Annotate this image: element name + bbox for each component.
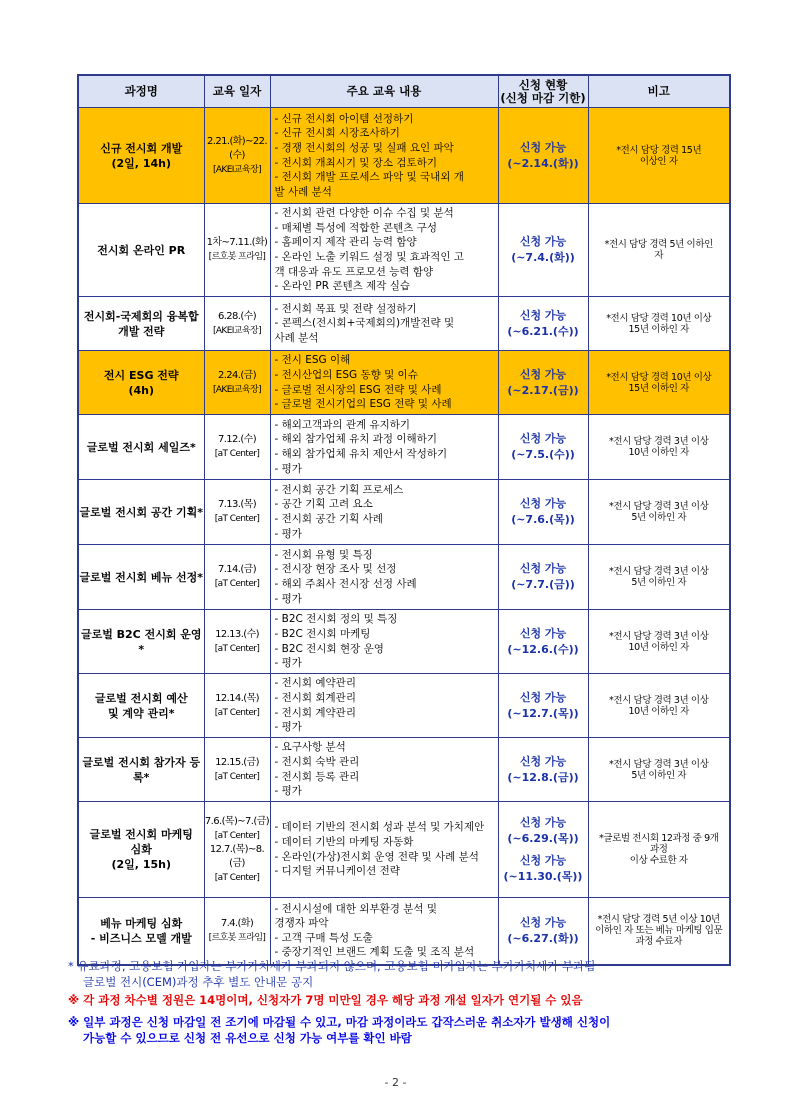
- deadline-warning-line2: 가능할 수 있으므로 신청 전 유선으로 신청 가능 여부를 확인 바람: [83, 1031, 412, 1045]
- course-content-line: - 전시회 개최시기 및 장소 검토하기: [274, 156, 437, 169]
- course-name-cell: [78, 480, 204, 545]
- course-name-line: 심화: [130, 843, 152, 856]
- course-content-line: - 전시회 예약관리: [274, 677, 356, 690]
- application-status-cell: [498, 415, 588, 480]
- table-row: [78, 802, 730, 898]
- course-note-line: *전시 담당 경력 3년 이상: [609, 436, 709, 447]
- course-content-line: - 데이터 기반의 전시회 성과 분석 및 가치제안: [274, 821, 485, 834]
- course-note-cell: [588, 674, 730, 738]
- course-note-cell: [588, 898, 730, 965]
- application-status-line: 신청 가능: [519, 497, 567, 510]
- course-date-line: 12.7.(목)~8.(금): [209, 843, 265, 869]
- table-header-row: [78, 75, 730, 108]
- course-content-line: 객 대응과 유도 프로모션 능력 함양: [274, 265, 434, 278]
- course-content-line: - 글로벌 전시기업의 ESG 전략 및 사례: [274, 398, 452, 411]
- course-date-line: 12.14.(목): [215, 692, 259, 704]
- course-date-cell: [204, 898, 270, 965]
- application-status-line: 신청 가능: [519, 853, 567, 867]
- course-date-line: [aT Center]: [214, 579, 260, 589]
- application-status-line: (~2.14.(화)): [507, 156, 579, 170]
- course-note-line: *전시 담당 경력 3년 이상: [609, 501, 709, 512]
- course-content-line: - 해외 참가업체 유치 과정 이해하기: [274, 433, 437, 446]
- course-content-line: - 매체별 특성에 적합한 콘텐츠 구성: [274, 221, 437, 234]
- application-status-cell: [498, 204, 588, 297]
- table-row: [78, 610, 730, 674]
- application-status-cell: [498, 351, 588, 415]
- application-status-line: 신청 가능: [519, 140, 567, 154]
- course-name-line: 글로벌 전시회 베뉴 선정*: [79, 570, 203, 584]
- course-name-cell: [78, 415, 204, 480]
- deadline-warning-line1: ※ 일부 과정은 신청 마감일 전 조기에 마감될 수 있고, 마감 과정이라도 갑작스러운 취소자가 발생해 신청이: [68, 1015, 611, 1029]
- course-content-line: - 글로벌 전시장의 ESG 전략 및 사례: [274, 383, 442, 396]
- course-date-line: [aT Center]: [214, 707, 260, 718]
- course-date-line: [aT Center]: [214, 449, 260, 459]
- course-name-line: (2일, 15h): [111, 858, 171, 871]
- course-date-line: 7.12.(수): [217, 434, 257, 445]
- course-note-line: *전시 담당 경력 10년 이상: [606, 312, 712, 324]
- course-note-line: *전시 담당 경력 5년 이하인: [604, 239, 713, 250]
- course-content-line: - 평가: [274, 721, 302, 734]
- course-note-line: 10년 이하인 자: [628, 447, 689, 458]
- application-status-line: (~12.7.(목)): [507, 706, 579, 720]
- course-content-line: - 해외 참가업체 유치 제안서 작성하기: [274, 448, 448, 460]
- course-name-line: 전시회-국제회의 융복합: [83, 309, 199, 323]
- course-date-line: 2.21.(화)~22.(수): [207, 135, 267, 161]
- course-date-cell: [204, 610, 270, 674]
- course-content-line: - B2C 전시회 마케팅: [274, 627, 371, 640]
- application-status-line: 신청 가능: [519, 754, 567, 768]
- course-content-line: - 경쟁 전시회의 성공 및 실패 요인 파악: [274, 141, 454, 154]
- course-content-line: - 전시회 공간 기획 프로세스: [274, 483, 404, 496]
- course-name-line: 글로벌 전시회 공간 기획*: [79, 505, 203, 519]
- course-date-cell: [204, 738, 270, 802]
- course-content-line: - 온라인 PR 콘텐츠 제작 실습: [274, 280, 411, 293]
- course-content-line: - 평가: [274, 785, 302, 798]
- application-status-line: 신청 가능: [519, 815, 567, 829]
- course-content-line: 사례 분석: [274, 331, 319, 344]
- application-status-line: (~7.7.(금)): [511, 578, 575, 591]
- application-status-line: (~7.5.(수)): [511, 448, 575, 461]
- course-note-cell: [588, 802, 730, 898]
- course-content-line: - 전시회 계약관리: [274, 706, 356, 719]
- course-content-line: - 전시장 현장 조사 및 선정: [274, 563, 397, 576]
- header-date: 교육 일자: [204, 75, 270, 108]
- course-name-cell: [78, 610, 204, 674]
- header-note: 비고: [588, 75, 730, 108]
- header-status-line2: (신청 마감 기한): [500, 90, 586, 105]
- course-name-line: 글로벌 전시회 세일즈*: [86, 440, 196, 454]
- course-date-line: [aT Center]: [214, 771, 260, 782]
- course-content-line: - 전시회 관련 다양한 이슈 수집 및 분석: [274, 207, 454, 220]
- course-content-line: - 고객 구매 특성 도출: [274, 931, 373, 944]
- application-status-line: (~12.6.(수)): [507, 642, 579, 656]
- course-content-line: - 전시산업의 ESG 동향 및 이슈: [274, 368, 418, 381]
- application-status-line: 신청 가능: [519, 626, 567, 640]
- course-note-cell: [588, 738, 730, 802]
- course-note-line: 이상인 자: [639, 155, 678, 167]
- application-status-line: (~6.21.(수)): [507, 324, 579, 338]
- course-note-line: 5년 이하인 자: [631, 512, 687, 523]
- application-status-cell: [498, 738, 588, 802]
- application-status-line: (~7.4.(화)): [511, 251, 575, 264]
- course-content-line: - 전시회 회계관리: [274, 691, 356, 704]
- course-name-line: 신규 전시회 개발: [100, 141, 183, 155]
- course-note-line: *글로벌 전시회 12과정 중 9개 과정: [598, 833, 719, 855]
- course-content-line: - 전시회 숙박 관리: [274, 755, 360, 768]
- course-name-line: 전시회 온라인 PR: [97, 243, 186, 257]
- vat-note: [68, 958, 748, 990]
- table-row: [78, 898, 730, 965]
- course-content-line: - 공간 기획 고려 요소: [274, 498, 373, 511]
- course-content-cell: [270, 738, 498, 802]
- table-row: [78, 545, 730, 610]
- header-content: 주요 교육 내용: [270, 75, 498, 108]
- course-date-line: 12.13.(수): [215, 628, 259, 640]
- course-note-line: *전시 담당 경력 3년 이상: [609, 566, 709, 577]
- application-status-line: 신청 가능: [519, 308, 567, 322]
- table-row: [78, 351, 730, 415]
- course-content-cell: [270, 351, 498, 415]
- course-content-line: - 데이터 기반의 마케팅 자동화: [274, 835, 414, 848]
- course-name-line: 베뉴 마케팅 심화: [100, 916, 183, 930]
- course-date-cell: [204, 480, 270, 545]
- course-name-cell: [78, 108, 204, 204]
- course-content-cell: [270, 674, 498, 738]
- course-content-line: - 전시회 공간 기획 사례: [274, 513, 383, 525]
- course-date-line: [르호봇 프라임]: [208, 252, 266, 262]
- course-name-line: 전시 ESG 전략: [103, 368, 179, 382]
- course-content-line: - 온라인 노출 키워드 설정 및 효과적인 고: [274, 251, 464, 263]
- course-date-cell: [204, 545, 270, 610]
- vat-note-line2: 글로벌 전시(CEM)과정 추후 별도 안내문 공지: [83, 975, 314, 989]
- course-content-cell: [270, 610, 498, 674]
- course-name-line: 글로벌 B2C 전시회 운영*: [80, 627, 202, 656]
- course-content-line: - 신규 전시회 시장조사하기: [274, 127, 400, 140]
- course-name-line: (4h): [128, 383, 155, 397]
- course-name-line: - 비즈니스 모델 개발: [90, 931, 192, 945]
- header-course-name: 과정명: [78, 75, 204, 108]
- course-date-line: [aT Center]: [214, 872, 260, 883]
- application-status-cell: [498, 297, 588, 351]
- course-note-line: *전시 담당 경력 10년 이상: [606, 371, 712, 383]
- course-content-cell: [270, 108, 498, 204]
- course-date-line: 6.28.(수): [217, 310, 257, 322]
- application-status-cell: [498, 480, 588, 545]
- course-date-line: [aT Center]: [214, 514, 260, 524]
- course-date-line: [aT Center]: [214, 830, 260, 841]
- course-content-line: - 신규 전시회 아이템 선정하기: [274, 112, 414, 125]
- application-status-line: (~2.17.(금)): [507, 383, 579, 397]
- course-date-cell: [204, 351, 270, 415]
- page-number: - 2 -: [384, 1076, 407, 1089]
- course-date-line: [AKEI교육장]: [212, 325, 262, 336]
- application-status-line: 신청 가능: [519, 690, 567, 704]
- course-content-line: - B2C 전시회 현장 운영: [274, 642, 384, 655]
- course-note-cell: [588, 545, 730, 610]
- course-content-line: - 온라인(가상)전시회 운영 전략 및 사례 분석: [274, 850, 479, 863]
- course-content-line: - 평가: [274, 462, 302, 475]
- course-note-cell: [588, 610, 730, 674]
- course-content-line: - 전시회 등록 관리: [274, 770, 360, 783]
- course-content-cell: [270, 204, 498, 297]
- table-row: [78, 480, 730, 545]
- course-date-cell: [204, 297, 270, 351]
- header-status: [498, 75, 588, 108]
- course-name-cell: [78, 297, 204, 351]
- application-status-line: (~6.29.(목)): [507, 831, 579, 845]
- course-name-line: 및 계약 관리*: [107, 706, 175, 720]
- course-note-line: 자: [654, 250, 664, 261]
- application-status-line: (~12.8.(금)): [507, 770, 579, 784]
- course-content-line: - 중장기적인 브랜드 계획 도출 및 조직 분석: [274, 946, 475, 959]
- course-name-cell: [78, 802, 204, 898]
- course-note-cell: [588, 480, 730, 545]
- course-date-line: 2.24.(금): [217, 369, 257, 381]
- course-date-line: 7.4.(화): [220, 917, 254, 929]
- course-name-cell: [78, 674, 204, 738]
- course-note-cell: [588, 351, 730, 415]
- course-content-line: - 전시회 개발 프로세스 파악 및 국내외 개: [274, 171, 464, 184]
- course-content-line: - 요구사항 분석: [274, 741, 346, 754]
- course-note-line: *전시 담당 경력 15년: [616, 144, 702, 156]
- course-content-cell: [270, 545, 498, 610]
- course-note-line: 5년 이하인 자: [631, 769, 687, 781]
- course-date-line: [AKEI교육장]: [212, 164, 262, 175]
- course-name-cell: [78, 738, 204, 802]
- course-note-line: *전시 담당 경력 3년 이상: [609, 758, 709, 770]
- course-content-line: - 평가: [274, 527, 302, 540]
- application-status-line: 신청 가능: [519, 367, 567, 381]
- application-status-line: 신청 가능: [519, 432, 567, 445]
- course-name-line: (2일, 14h): [111, 156, 171, 170]
- course-note-line: 10년 이하인 자: [628, 705, 689, 717]
- application-status-line: 신청 가능: [519, 562, 567, 575]
- course-date-cell: [204, 415, 270, 480]
- course-date-line: [AKEI교육장]: [212, 384, 262, 395]
- course-date-cell: [204, 108, 270, 204]
- course-content-line: - 전시 ESG 이해: [274, 354, 351, 367]
- course-date-line: 12.15.(금): [215, 756, 259, 768]
- course-date-cell: [204, 204, 270, 297]
- table-row: [78, 674, 730, 738]
- course-note-line: 5년 이하인 자: [631, 577, 687, 588]
- application-status-cell: [498, 674, 588, 738]
- course-content-cell: [270, 898, 498, 965]
- course-content-line: 경쟁자 파악: [274, 917, 329, 930]
- course-content-line: 발 사례 분석: [274, 185, 332, 198]
- course-note-line: 이상 수료한 자: [629, 855, 688, 866]
- application-status-cell: [498, 898, 588, 965]
- course-note-line: 15년 이하인 자: [628, 323, 689, 335]
- course-date-line: 7.14.(금): [217, 564, 257, 575]
- course-content-line: - 전시회 유형 및 특징: [274, 548, 373, 561]
- header-status-line1: 신청 현황: [518, 77, 568, 92]
- course-content-line: - 평가: [274, 592, 302, 605]
- table-row: [78, 297, 730, 351]
- course-note-cell: [588, 297, 730, 351]
- course-content-line: - 콘펙스(전시회+국제회의)개발전략 및: [274, 317, 455, 330]
- course-date-line: 7.6.(목)~7.(금): [204, 815, 270, 827]
- course-date-line: [aT Center]: [214, 643, 260, 654]
- application-status-cell: [498, 545, 588, 610]
- course-name-cell: [78, 351, 204, 415]
- course-date-line: 1차~7.11.(화): [206, 237, 268, 248]
- course-content-line: - B2C 전시회 정의 및 특징: [274, 613, 398, 626]
- course-date-line: [르호봇 프라임]: [208, 932, 266, 943]
- course-content-line: - 디지털 커뮤니케이션 전략: [274, 865, 400, 878]
- table-row: [78, 415, 730, 480]
- course-content-cell: [270, 480, 498, 545]
- application-status-line: (~11.30.(목)): [503, 869, 583, 883]
- application-status-cell: [498, 108, 588, 204]
- application-status-line: 신청 가능: [519, 915, 567, 929]
- course-name-line: 글로벌 전시회 마케팅: [89, 828, 193, 841]
- course-date-cell: [204, 674, 270, 738]
- course-content-line: - 해외 주최사 전시장 선정 사례: [274, 578, 417, 590]
- capacity-warning: ※ 각 과정 차수별 정원은 14명이며, 신청자가 7명 미만일 경우 해당 과정 개설 일자가 연기될 수 있음: [68, 993, 583, 1007]
- course-note-cell: [588, 108, 730, 204]
- course-note-line: 이하인 자 또는 베뉴 마케팅 입문: [595, 925, 723, 937]
- course-content-line: - 전시회 목표 및 전략 설정하기: [274, 302, 417, 315]
- course-schedule-table: [77, 74, 731, 966]
- application-status-line: (~7.6.(목)): [511, 513, 575, 526]
- table-row: [78, 204, 730, 297]
- course-content-cell: [270, 415, 498, 480]
- course-name-cell: [78, 204, 204, 297]
- course-content-cell: [270, 802, 498, 898]
- course-content-line: - 평가: [274, 657, 302, 670]
- application-status-cell: [498, 802, 588, 898]
- course-date-cell: [204, 802, 270, 898]
- course-content-line: - 해외고객과의 관계 유지하기: [274, 418, 411, 431]
- application-status-cell: [498, 610, 588, 674]
- table-row: [78, 108, 730, 204]
- application-status-line: (~6.27.(화)): [507, 931, 579, 945]
- course-content-line: - 홈페이지 제작 관리 능력 함양: [274, 236, 417, 249]
- table-row: [78, 738, 730, 802]
- course-note-line: *전시 담당 경력 3년 이상: [609, 630, 709, 642]
- application-status-line: 신청 가능: [519, 235, 567, 248]
- vat-note-line1: * 유료과정, 고용보험 가입자는 부가가치세가 부과되지 않으며, 고용보험 미가입자는 부가가치세가 부과됨: [68, 959, 596, 973]
- course-note-cell: [588, 415, 730, 480]
- course-note-line: 10년 이하인 자: [628, 641, 689, 653]
- course-note-cell: [588, 204, 730, 297]
- course-note-line: 과정 수료자: [635, 936, 682, 948]
- course-name-line: 개발 전략: [118, 324, 165, 338]
- course-name-cell: [78, 898, 204, 965]
- deadline-warning: [68, 1014, 748, 1046]
- course-name-line: 글로벌 전시회 참가자 등록*: [82, 755, 201, 784]
- course-content-cell: [270, 297, 498, 351]
- course-name-line: 글로벌 전시회 예산: [94, 691, 188, 705]
- course-date-line: 7.13.(목): [217, 499, 257, 510]
- course-note-line: 15년 이하인 자: [628, 382, 689, 394]
- course-note-line: *전시 담당 경력 3년 이상: [609, 694, 709, 706]
- course-note-line: *전시 담당 경력 5년 이상 10년: [597, 914, 720, 926]
- course-content-line: - 전시시설에 대한 외부환경 분석 및: [274, 902, 437, 915]
- course-name-cell: [78, 545, 204, 610]
